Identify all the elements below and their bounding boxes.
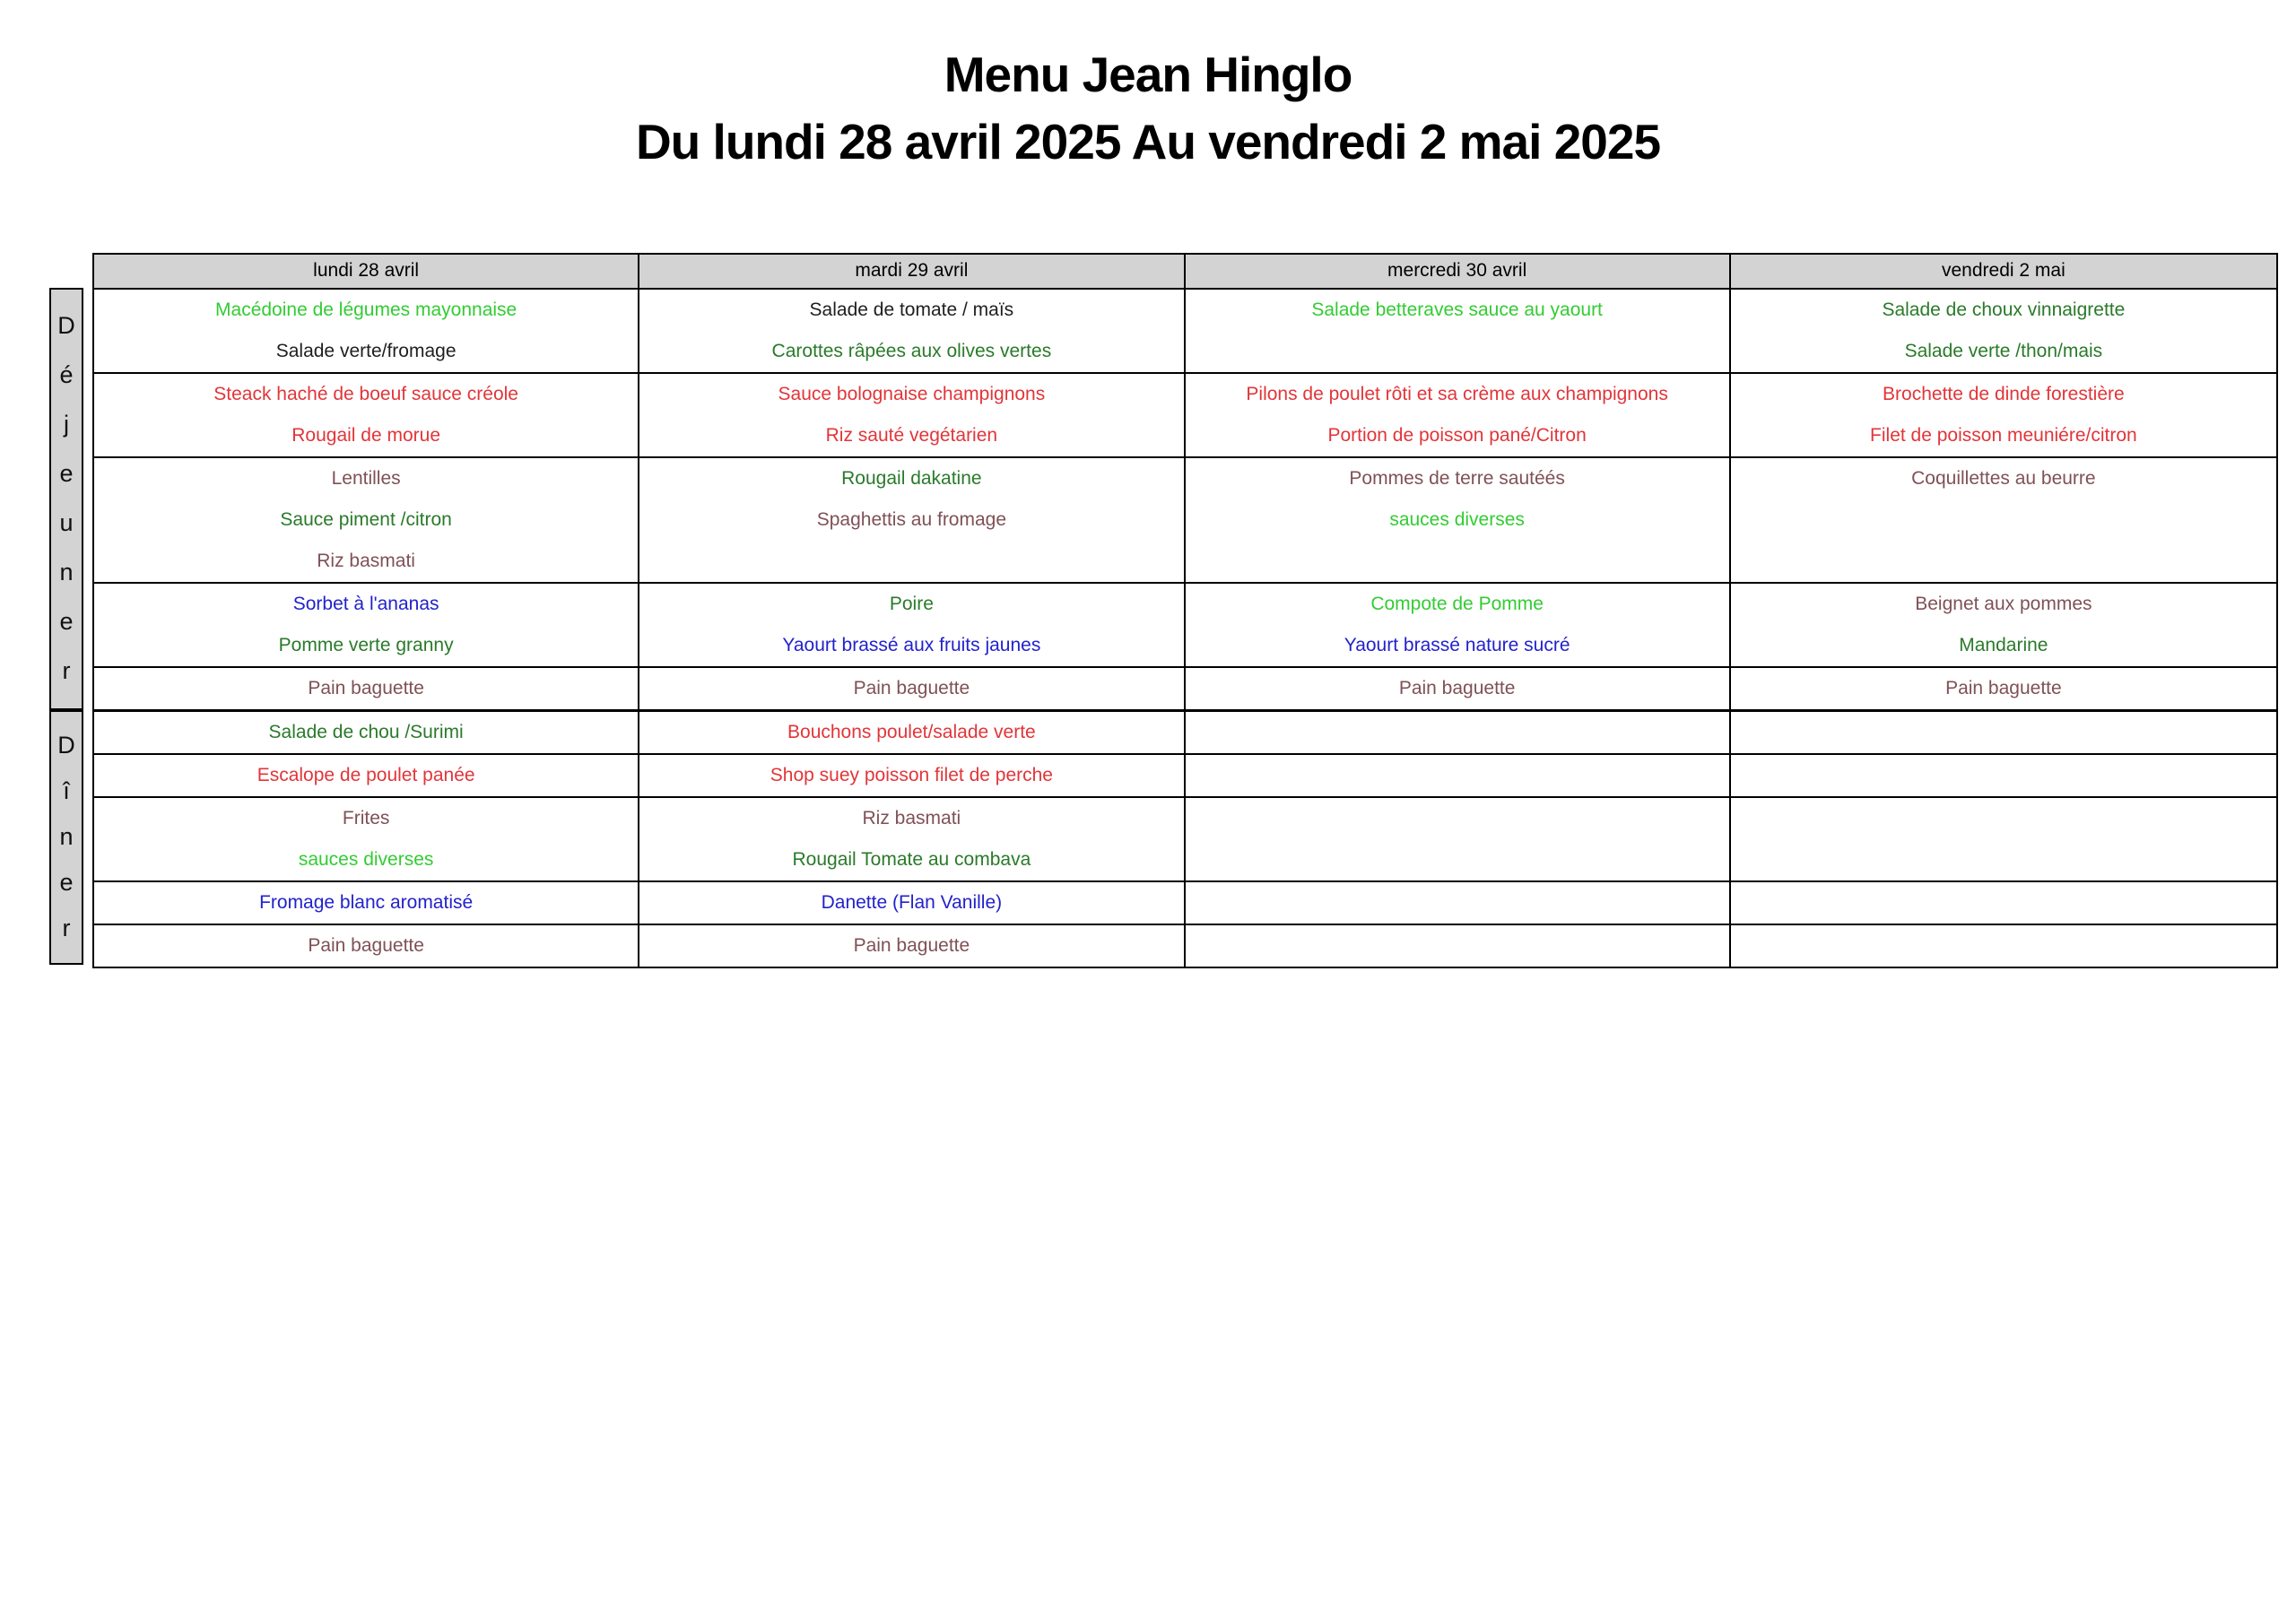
menu-item: Yaourt brassé aux fruits jaunes [782, 634, 1041, 655]
label-letter: n [59, 823, 74, 851]
menu-row-plats [94, 755, 2276, 798]
menu-cell [94, 882, 639, 924]
menu-cell [639, 458, 1185, 582]
menu-item: Danette (Flan Vanille) [821, 891, 1003, 913]
menu-row-accompagnements [94, 798, 2276, 882]
menu-cell [1731, 882, 2276, 924]
menu-item: Beignet aux pommes [1915, 593, 2092, 614]
menu-cell [94, 712, 639, 753]
menu-cell [639, 882, 1185, 924]
label-letter: e [59, 869, 74, 897]
day-header: vendredi 2 mai [1942, 260, 2066, 282]
menu-item: sauces diverses [298, 848, 434, 870]
menu-cell [639, 925, 1185, 967]
label-letter: D [57, 312, 75, 340]
label-letter: é [59, 361, 74, 389]
menu-item: Pomme verte granny [278, 634, 454, 655]
menu-cell [1731, 584, 2276, 666]
section-label-diner [49, 710, 83, 965]
menu-item: Steack haché de boeuf sauce créole [213, 383, 518, 404]
menu-cell [1731, 668, 2276, 709]
menu-item: Sauce piment /citron [280, 508, 452, 530]
menu-item: Escalope de poulet panée [257, 764, 475, 785]
menu-cell [1731, 798, 2276, 880]
menu-cell [639, 755, 1185, 796]
menu-item: Riz basmati [317, 550, 415, 571]
menu-cell [1186, 925, 1731, 967]
menu-item: Riz sauté vegétarien [825, 424, 998, 446]
label-letter: e [59, 460, 74, 488]
menu-cell [1731, 925, 2276, 967]
menu-item: Lentilles [331, 467, 401, 489]
menu-item: Salade de chou /Surimi [268, 721, 464, 742]
menu-cell [94, 458, 639, 582]
menu-cell [639, 712, 1185, 753]
menu-cell [639, 290, 1185, 372]
menu-item: Coquillettes au beurre [1911, 467, 2096, 489]
menu-item: Shop suey poisson filet de perche [770, 764, 1053, 785]
menu-cell [1731, 290, 2276, 372]
title-block [0, 0, 2296, 176]
menu-item: Salade verte/fromage [275, 340, 457, 361]
menu-cell [94, 584, 639, 666]
date-range: Du lundi 28 avril 2025 Au vendredi 2 mai 2025 [635, 113, 1661, 169]
menu-cell [639, 798, 1185, 880]
menu-item: Pilons de poulet rôti et sa crème aux champignons [1246, 383, 1668, 404]
menu-item: Fromage blanc aromatisé [259, 891, 474, 913]
menu-item: Riz basmati [862, 807, 961, 828]
meal-label-column [49, 253, 87, 961]
label-letter: n [59, 558, 74, 585]
menu-cell [94, 374, 639, 456]
day-header: mardi 29 avril [639, 255, 1185, 288]
menu-row-desserts [94, 584, 2276, 668]
section-diner [94, 712, 2276, 967]
menu-cell [639, 584, 1185, 666]
menu-cell [1186, 755, 1731, 796]
menu-cell [94, 755, 639, 796]
label-letter: î [63, 776, 70, 804]
menu-cell [1186, 584, 1731, 666]
menu-item: sauces diverses [1389, 508, 1525, 530]
menu-item: Frites [342, 807, 390, 828]
label-letter: D [57, 731, 75, 759]
menu-item: Pain baguette [853, 677, 970, 698]
menu-cell [1186, 882, 1731, 924]
section-dejeuner [94, 290, 2276, 712]
menu-item: Salade de choux vinnaigrette [1882, 299, 2126, 320]
menu-item: Mandarine [1959, 634, 2048, 655]
menu-item: Bouchons poulet/salade verte [787, 721, 1036, 742]
menu-item: Sorbet à l'ananas [292, 593, 439, 614]
menu-item: Brochette de dinde forestière [1883, 383, 2125, 404]
menu-cell [94, 925, 639, 967]
label-letter: e [59, 607, 74, 635]
menu-cell [1186, 458, 1731, 582]
menu-cell [1731, 755, 2276, 796]
label-letter: j [64, 411, 69, 438]
menu-cell [1186, 668, 1731, 709]
menu-item: Carottes râpées aux olives vertes [771, 340, 1052, 361]
label-letter: r [62, 915, 71, 942]
day-header: mercredi 30 avril [1186, 255, 1731, 288]
menu-item: Filet de poisson meuniére/citron [1870, 424, 2137, 446]
menu-cell [1731, 712, 2276, 753]
section-label-dejeuner [49, 288, 83, 710]
menu-item: Pain baguette [1398, 677, 1516, 698]
menu-row-accompagnements [94, 458, 2276, 584]
menu-cell [639, 668, 1185, 709]
menu-cell [1186, 712, 1731, 753]
menu-cell [639, 374, 1185, 456]
menu-cell [94, 668, 639, 709]
menu-item: Pommes de terre sautéés [1349, 467, 1565, 489]
menu-cell [1186, 290, 1731, 372]
label-letter: r [62, 656, 71, 684]
menu-cell [94, 798, 639, 880]
menu-row-entrees [94, 290, 2276, 374]
menu-row-plats [94, 374, 2276, 458]
menu-item: Rougail dakatine [841, 467, 982, 489]
menu-item: Rougail Tomate au combava [792, 848, 1031, 870]
menu-cell [1186, 798, 1731, 880]
menu-item: Salade verte /thon/mais [1904, 340, 2103, 361]
menu-item: Pain baguette [308, 934, 424, 956]
menu-item: Salade de tomate / maïs [809, 299, 1014, 320]
header-row [94, 255, 2276, 290]
menu-item: Sauce bolognaise champignons [778, 383, 1046, 404]
label-letter: u [59, 508, 74, 536]
menu-item: Portion de poisson pané/Citron [1327, 424, 1587, 446]
menu-item: Poire [889, 593, 934, 614]
menu-item: Salade betteraves sauce au yaourt [1311, 299, 1603, 320]
menu-item: Spaghettis au fromage [816, 508, 1007, 530]
menu-cell [1731, 374, 2276, 456]
menu-cell [94, 290, 639, 372]
menu-item: Pain baguette [853, 934, 970, 956]
menu-row-pain [94, 668, 2276, 709]
menu-item: Yaourt brassé nature sucré [1344, 634, 1570, 655]
menu-item: Rougail de morue [291, 424, 440, 446]
day-header: lundi 28 avril [94, 255, 639, 288]
menu-row-desserts [94, 882, 2276, 925]
menu-cell [1186, 374, 1731, 456]
menu-item: Compote de Pomme [1370, 593, 1544, 614]
menu-row-pain [94, 925, 2276, 967]
menu-table [92, 253, 2278, 968]
page-title: Menu Jean Hinglo [944, 47, 1352, 102]
menu-item: Pain baguette [1945, 677, 2062, 698]
menu-item: Pain baguette [308, 677, 424, 698]
menu-layout [49, 253, 2278, 968]
menu-cell [1731, 458, 2276, 582]
menu-item: Macédoine de légumes mayonnaise [215, 299, 517, 320]
menu-row-entrees [94, 712, 2276, 755]
